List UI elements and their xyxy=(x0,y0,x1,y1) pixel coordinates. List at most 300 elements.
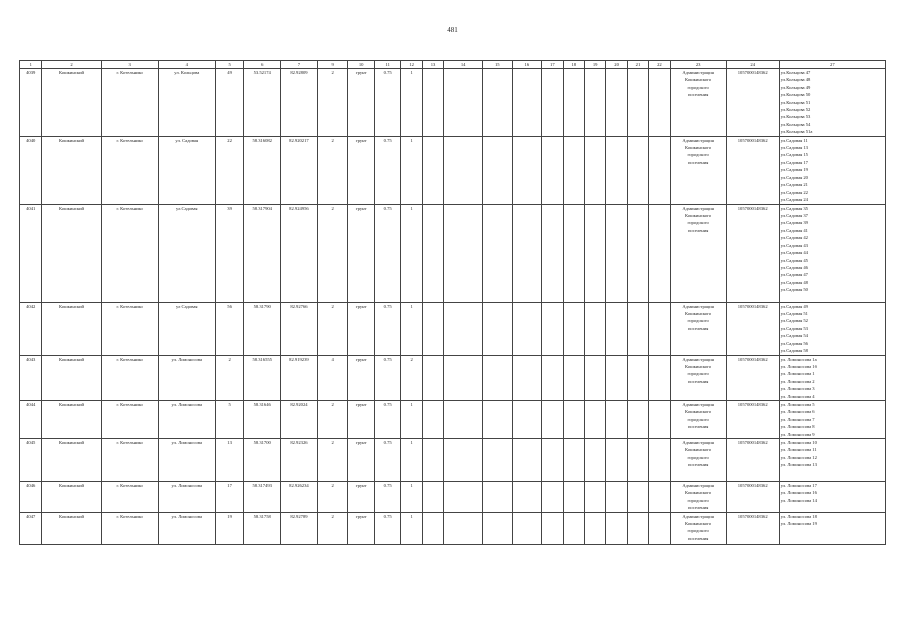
longitude-cell: 82.92809 xyxy=(281,69,318,137)
settlement-cell: г. Котельнико xyxy=(101,400,158,438)
address-line: ул. Ломоносова 11 xyxy=(780,447,817,453)
address-line: ул. Ломоносова 7 xyxy=(780,416,815,422)
surface-cell: грунт xyxy=(348,400,375,438)
settlement-cell: г. Котельнико xyxy=(101,69,158,137)
column-number-4: 4 xyxy=(158,61,215,69)
address-line: ул. Ломоносова 12 xyxy=(780,454,817,460)
column-number-14: 14 xyxy=(444,61,483,69)
address-line: ул. Ломоносова 8 xyxy=(780,424,815,430)
empty-cell xyxy=(606,136,627,204)
address-line: ул.Садовая 39 xyxy=(780,220,808,226)
district-cell: Кошкинский xyxy=(42,512,101,544)
address-line: ул.Садовая 52 xyxy=(780,318,808,324)
empty-cell xyxy=(422,136,443,204)
column-11-cell: 0.75 xyxy=(374,302,401,355)
surface-cell: грунт xyxy=(348,136,375,204)
empty-cell xyxy=(542,302,563,355)
house-cell: 49 xyxy=(215,69,244,137)
organization-line: Администрация xyxy=(682,482,714,488)
empty-cell xyxy=(563,512,584,544)
empty-cell xyxy=(627,136,648,204)
column-number-12: 12 xyxy=(401,61,422,69)
empty-cell xyxy=(563,204,584,302)
surface-cell: грунт xyxy=(348,512,375,544)
empty-cell xyxy=(444,204,483,302)
street-cell: ул Садовая xyxy=(158,302,215,355)
address-line: ул. Ломоносова 2 xyxy=(780,378,815,384)
address-line: ул. Ломоносова 16 xyxy=(780,490,817,496)
empty-cell xyxy=(482,136,512,204)
page-number: 481 xyxy=(447,26,458,34)
address-line: ул.Садовая 24 xyxy=(780,196,808,202)
empty-cell xyxy=(444,512,483,544)
organization-line: поселения xyxy=(687,378,709,384)
record-number: 4040 xyxy=(20,136,42,204)
house-cell: 22 xyxy=(215,136,244,204)
address-line: ул.Садовая 13 xyxy=(780,145,808,151)
column-12-cell: 1 xyxy=(401,136,422,204)
latitude-cell: 58.317904 xyxy=(244,204,281,302)
street-cell: ул. Ломоносова xyxy=(158,355,215,400)
empty-cell xyxy=(584,400,605,438)
empty-cell xyxy=(563,302,584,355)
settlement-cell: г. Котельнико xyxy=(101,481,158,512)
address-line: ул.Садовая 54 xyxy=(780,333,808,339)
empty-cell xyxy=(584,136,605,204)
empty-cell xyxy=(584,481,605,512)
addresses-cell xyxy=(779,400,885,438)
longitude-cell: 82.92789 xyxy=(281,512,318,544)
record-number: 4042 xyxy=(20,302,42,355)
organization-line: Администрация xyxy=(682,513,714,519)
address-line: ул. Ломоносова 18 xyxy=(780,513,817,519)
organization-cell xyxy=(670,400,726,438)
latitude-cell: 58.316555 xyxy=(244,355,281,400)
ogrn-cell: 1057000148362 xyxy=(726,204,779,302)
empty-cell xyxy=(606,302,627,355)
empty-cell xyxy=(482,438,512,481)
address-line: ул.Садовая 11 xyxy=(780,137,808,143)
organization-line: Кошкинского xyxy=(685,77,712,83)
house-cell: 19 xyxy=(215,512,244,544)
address-line: ул. Ломоносова 4 xyxy=(780,393,815,399)
column-number-27: 27 xyxy=(779,61,885,69)
empty-cell xyxy=(444,481,483,512)
column-9-cell: 2 xyxy=(317,136,348,204)
column-number-20: 20 xyxy=(606,61,627,69)
record-number: 4041 xyxy=(20,204,42,302)
empty-cell xyxy=(422,438,443,481)
empty-cell xyxy=(542,136,563,204)
empty-cell xyxy=(422,355,443,400)
address-line: ул.Садовая 22 xyxy=(780,189,808,195)
column-number-3: 3 xyxy=(101,61,158,69)
organization-line: городского xyxy=(687,152,709,158)
empty-cell xyxy=(563,136,584,204)
empty-cell xyxy=(422,400,443,438)
organization-line: поселения xyxy=(687,92,709,98)
table-row xyxy=(20,355,886,400)
empty-cell xyxy=(482,204,512,302)
column-12-cell: 1 xyxy=(401,512,422,544)
register-table xyxy=(19,60,886,545)
table-row xyxy=(20,204,886,302)
address-line: ул. Ломоносова 10 xyxy=(780,439,817,445)
ogrn-cell: 1057000148362 xyxy=(726,481,779,512)
ogrn-cell: 1057000148362 xyxy=(726,512,779,544)
empty-cell xyxy=(482,512,512,544)
district-cell: Кошкинский xyxy=(42,481,101,512)
organization-line: Администрация xyxy=(682,439,714,445)
longitude-cell: 82.924956 xyxy=(281,204,318,302)
empty-cell xyxy=(444,400,483,438)
organization-line: городского xyxy=(687,497,709,503)
column-9-cell: 2 xyxy=(317,438,348,481)
longitude-cell: 82.92326 xyxy=(281,438,318,481)
empty-cell xyxy=(444,69,483,137)
settlement-cell: г. Котельнико xyxy=(101,355,158,400)
column-number-24: 24 xyxy=(726,61,779,69)
house-cell: 56 xyxy=(215,302,244,355)
column-11-cell: 0.75 xyxy=(374,438,401,481)
empty-cell xyxy=(482,355,512,400)
settlement-cell: г. Котельнико xyxy=(101,136,158,204)
street-cell: ул. Ломоносова xyxy=(158,481,215,512)
empty-cell xyxy=(627,400,648,438)
column-number-15: 15 xyxy=(482,61,512,69)
surface-cell: грунт xyxy=(348,69,375,137)
address-line: ул. Ломоносова 3 xyxy=(780,386,815,392)
empty-cell xyxy=(649,438,670,481)
street-cell: ул. Ломоносова xyxy=(158,400,215,438)
address-line: ул. Ломоносова 14 xyxy=(780,497,817,503)
empty-cell xyxy=(584,204,605,302)
empty-cell xyxy=(444,302,483,355)
address-line: ул.Садовая 45 xyxy=(780,257,808,263)
latitude-cell: 58.317493 xyxy=(244,481,281,512)
ogrn-cell: 1057000148362 xyxy=(726,69,779,137)
ogrn-cell: 1057000148362 xyxy=(726,136,779,204)
address-line: ул.Садовая 42 xyxy=(780,235,808,241)
district-cell: Кошкинский xyxy=(42,204,101,302)
empty-cell xyxy=(606,69,627,137)
empty-cell xyxy=(627,69,648,137)
district-cell: Кошкинский xyxy=(42,400,101,438)
address-line: ул.Садовая 53 xyxy=(780,325,808,331)
empty-cell xyxy=(563,400,584,438)
column-number-9: 9 xyxy=(317,61,348,69)
empty-cell xyxy=(584,355,605,400)
column-12-cell: 1 xyxy=(401,302,422,355)
addresses-cell xyxy=(779,355,885,400)
empty-cell xyxy=(627,204,648,302)
record-number: 4039 xyxy=(20,69,42,137)
surface-cell: грунт xyxy=(348,355,375,400)
empty-cell xyxy=(422,481,443,512)
empty-cell xyxy=(649,355,670,400)
empty-cell xyxy=(482,481,512,512)
column-number-11: 11 xyxy=(374,61,401,69)
empty-cell xyxy=(422,69,443,137)
organization-line: поселения xyxy=(687,227,709,233)
column-number-17: 17 xyxy=(542,61,563,69)
empty-cell xyxy=(606,400,627,438)
empty-cell xyxy=(512,438,542,481)
record-number: 4045 xyxy=(20,438,42,481)
column-number-23: 23 xyxy=(670,61,726,69)
address-line: ул.Садовая 41 xyxy=(780,227,808,233)
address-line: ул. Ломоносова 6 xyxy=(780,409,815,415)
empty-cell xyxy=(606,481,627,512)
empty-cell xyxy=(512,512,542,544)
empty-cell xyxy=(584,302,605,355)
organization-cell xyxy=(670,69,726,137)
address-line: ул.Садовая 47 xyxy=(780,272,808,278)
settlement-cell: г. Котельнико xyxy=(101,512,158,544)
house-cell: 13 xyxy=(215,438,244,481)
addresses-cell xyxy=(779,512,885,544)
street-cell: ул. Ломоносова xyxy=(158,512,215,544)
empty-cell xyxy=(563,355,584,400)
empty-cell xyxy=(482,302,512,355)
address-line: ул.Садовая 51 xyxy=(780,311,808,317)
column-number-21: 21 xyxy=(627,61,648,69)
table-row xyxy=(20,136,886,204)
column-12-cell: 2 xyxy=(401,355,422,400)
organization-line: городского xyxy=(687,84,709,90)
organization-cell xyxy=(670,355,726,400)
organization-cell xyxy=(670,204,726,302)
column-9-cell: 2 xyxy=(317,204,348,302)
empty-cell xyxy=(512,302,542,355)
organization-line: Администрация xyxy=(682,401,714,407)
column-11-cell: 0.75 xyxy=(374,400,401,438)
district-cell: Кошкинский xyxy=(42,355,101,400)
address-line: ул. Ломоносова 17 xyxy=(780,482,817,488)
empty-cell xyxy=(649,512,670,544)
surface-cell: грунт xyxy=(348,438,375,481)
organization-line: Кошкинского xyxy=(685,490,712,496)
column-12-cell: 1 xyxy=(401,481,422,512)
empty-cell xyxy=(606,438,627,481)
surface-cell: грунт xyxy=(348,481,375,512)
column-9-cell: 4 xyxy=(317,355,348,400)
empty-cell xyxy=(649,69,670,137)
street-cell: ул. Садовая xyxy=(158,136,215,204)
settlement-cell: г. Котельнико xyxy=(101,302,158,355)
organization-line: городского xyxy=(687,318,709,324)
address-line: ул. Ломоносова 9 xyxy=(780,431,815,437)
column-9-cell: 2 xyxy=(317,400,348,438)
organization-line: Кошкинского xyxy=(685,447,712,453)
column-number-1: 1 xyxy=(20,61,42,69)
record-number: 4043 xyxy=(20,355,42,400)
address-line: ул.Кольцова 48 xyxy=(780,77,811,83)
column-12-cell: 1 xyxy=(401,204,422,302)
organization-line: Кошкинского xyxy=(685,213,712,219)
empty-cell xyxy=(649,481,670,512)
empty-cell xyxy=(512,69,542,137)
column-number-10: 10 xyxy=(348,61,375,69)
empty-cell xyxy=(627,355,648,400)
empty-cell xyxy=(627,302,648,355)
addresses-cell xyxy=(779,481,885,512)
address-line: ул.Кольцова 50 xyxy=(780,92,811,98)
column-11-cell: 0.75 xyxy=(374,69,401,137)
empty-cell xyxy=(512,136,542,204)
address-line: ул.Садовая 56 xyxy=(780,340,808,346)
record-number: 4046 xyxy=(20,481,42,512)
organization-line: городского xyxy=(687,371,709,377)
column-11-cell: 0.75 xyxy=(374,136,401,204)
address-line: ул.Кольцова 49 xyxy=(780,84,811,90)
table-row xyxy=(20,438,886,481)
address-line: ул.Садовая 49 xyxy=(780,303,808,309)
address-line: ул.Садовая 44 xyxy=(780,250,808,256)
empty-cell xyxy=(627,512,648,544)
organization-line: Кошкинского xyxy=(685,311,712,317)
organization-cell xyxy=(670,481,726,512)
record-number: 4044 xyxy=(20,400,42,438)
address-line: ул. Ломоносова 13 xyxy=(780,462,817,468)
longitude-cell: 82.920217 xyxy=(281,136,318,204)
empty-cell xyxy=(512,355,542,400)
organization-line: Кошкинского xyxy=(685,363,712,369)
address-line: ул. Ломоносова 5 xyxy=(780,401,815,407)
register-rows xyxy=(20,69,886,545)
column-9-cell: 2 xyxy=(317,512,348,544)
empty-cell xyxy=(563,69,584,137)
addresses-cell xyxy=(779,204,885,302)
address-line: ул.Садовая 58 xyxy=(780,348,808,354)
district-cell: Кошкинский xyxy=(42,302,101,355)
empty-cell xyxy=(542,204,563,302)
empty-cell xyxy=(422,302,443,355)
organization-line: Администрация xyxy=(682,205,714,211)
surface-cell: грунт xyxy=(348,302,375,355)
empty-cell xyxy=(444,355,483,400)
column-11-cell: 0.75 xyxy=(374,481,401,512)
empty-cell xyxy=(482,400,512,438)
column-number-row xyxy=(20,61,886,69)
column-number-6: 6 xyxy=(244,61,281,69)
column-number-18: 18 xyxy=(563,61,584,69)
address-line: ул.Кольцова 47 xyxy=(780,70,811,75)
addresses-cell xyxy=(779,438,885,481)
district-cell: Кошкинский xyxy=(42,438,101,481)
column-9-cell: 2 xyxy=(317,481,348,512)
address-line: ул. Ломоносова 1а xyxy=(780,356,817,362)
organization-cell xyxy=(670,302,726,355)
address-line: ул.Кольцова 51 xyxy=(780,99,811,105)
address-line: ул.Садовая 37 xyxy=(780,213,808,219)
table-row xyxy=(20,400,886,438)
empty-cell xyxy=(649,302,670,355)
address-line: ул.Садовая 15 xyxy=(780,152,808,158)
longitude-cell: 82.92024 xyxy=(281,400,318,438)
address-line: ул. Ломоносова 1 xyxy=(780,371,815,377)
empty-cell xyxy=(627,438,648,481)
latitude-cell: 58.31790 xyxy=(244,302,281,355)
organization-line: поселения xyxy=(687,535,709,541)
organization-line: поселения xyxy=(687,462,709,468)
address-line: ул.Кольцова 53 xyxy=(780,114,811,120)
organization-line: городского xyxy=(687,454,709,460)
address-line: ул.Садовая 19 xyxy=(780,167,808,173)
ogrn-cell: 1057000148362 xyxy=(726,355,779,400)
latitude-cell: 58.31758 xyxy=(244,512,281,544)
column-9-cell: 2 xyxy=(317,69,348,137)
empty-cell xyxy=(444,136,483,204)
organization-line: Кошкинского xyxy=(685,409,712,415)
empty-cell xyxy=(542,512,563,544)
column-11-cell: 0.75 xyxy=(374,204,401,302)
empty-cell xyxy=(649,400,670,438)
longitude-cell: 82.92766 xyxy=(281,302,318,355)
organization-line: городского xyxy=(687,220,709,226)
column-11-cell: 0.75 xyxy=(374,512,401,544)
table-row xyxy=(20,512,886,544)
address-line: ул.Садовая 35 xyxy=(780,205,808,211)
addresses-cell xyxy=(779,69,885,137)
empty-cell xyxy=(563,438,584,481)
column-number-7: 7 xyxy=(281,61,318,69)
organization-line: Администрация xyxy=(682,137,714,143)
empty-cell xyxy=(584,512,605,544)
column-12-cell: 1 xyxy=(401,69,422,137)
table-row xyxy=(20,69,886,137)
column-number-13: 13 xyxy=(422,61,443,69)
house-cell: 2 xyxy=(215,355,244,400)
column-number-19: 19 xyxy=(584,61,605,69)
empty-cell xyxy=(512,481,542,512)
column-number-16: 16 xyxy=(512,61,542,69)
empty-cell xyxy=(542,481,563,512)
address-line: ул.Кольцова 52 xyxy=(780,107,811,113)
ogrn-cell: 1057000148362 xyxy=(726,400,779,438)
addresses-cell xyxy=(779,302,885,355)
latitude-cell: 53.52174 xyxy=(244,69,281,137)
column-11-cell: 0.75 xyxy=(374,355,401,400)
street-cell: ул.Садовая xyxy=(158,204,215,302)
organization-cell xyxy=(670,512,726,544)
empty-cell xyxy=(422,204,443,302)
organization-line: Кошкинского xyxy=(685,145,712,151)
empty-cell xyxy=(482,69,512,137)
table-row xyxy=(20,302,886,355)
latitude-cell: 58.31646 xyxy=(244,400,281,438)
latitude-cell: 58.31700 xyxy=(244,438,281,481)
empty-cell xyxy=(606,355,627,400)
surface-cell: грунт xyxy=(348,204,375,302)
address-line: ул.Садовая 46 xyxy=(780,264,808,270)
house-cell: 5 xyxy=(215,400,244,438)
settlement-cell: г. Котельнико xyxy=(101,204,158,302)
organization-line: городского xyxy=(687,528,709,534)
address-line: ул.Кольцова 54 xyxy=(780,121,811,127)
empty-cell xyxy=(584,69,605,137)
house-cell: 39 xyxy=(215,204,244,302)
organization-line: Администрация xyxy=(682,356,714,362)
organization-line: городского xyxy=(687,416,709,422)
empty-cell xyxy=(563,481,584,512)
empty-cell xyxy=(606,204,627,302)
column-9-cell: 2 xyxy=(317,302,348,355)
street-cell: ул. Кольцова xyxy=(158,69,215,137)
address-line: ул.Садовая 43 xyxy=(780,242,808,248)
district-cell: Кошкинский xyxy=(42,136,101,204)
address-line: ул.Садовая 21 xyxy=(780,182,808,188)
